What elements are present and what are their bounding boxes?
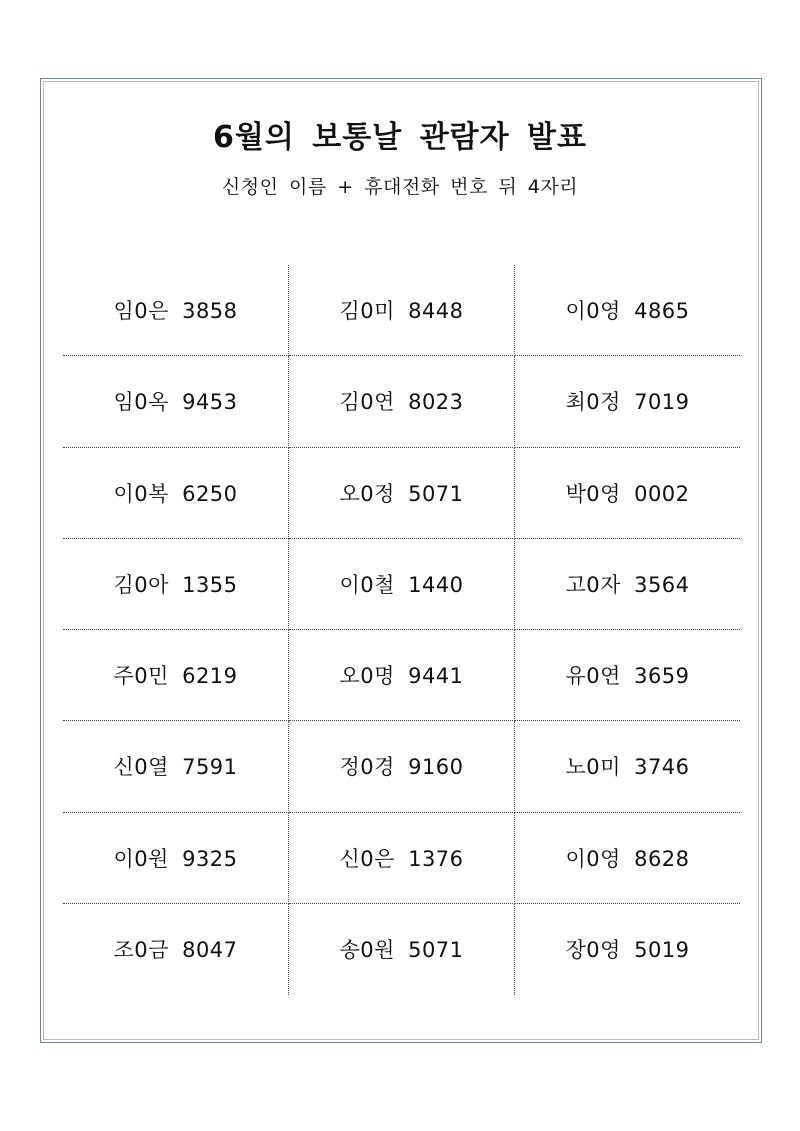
winner-entry: 임0옥 9453: [63, 356, 289, 447]
winner-entry: 오0명 9441: [289, 630, 515, 721]
winner-entry: 장0영 5019: [565, 938, 690, 963]
winner-entry: 박0영 0002: [515, 448, 740, 539]
winner-entry: 정0경 9160: [289, 721, 515, 812]
winner-entry: 김0연 8023: [289, 356, 515, 447]
winner-entry: 오0정 5071: [289, 448, 515, 539]
winner-entry: 고0자 3564: [515, 539, 740, 630]
winner-entry: 임0은 3858: [63, 265, 289, 356]
winner-entry: 이0복 6250: [63, 448, 289, 539]
winner-entry: 이0철 1440: [289, 539, 515, 630]
winner-entry: 신0은 1376: [289, 813, 515, 904]
page-subtitle: 신청인 이름 + 휴대전화 번호 뒤 4자리: [221, 176, 579, 198]
winner-entry: 이0원 9325: [63, 813, 289, 904]
winner-table: [63, 265, 740, 995]
winner-entry: 이0영 8628: [515, 813, 740, 904]
winner-entry: 신0열 7591: [63, 721, 289, 812]
winner-entry: 유0연 3659: [515, 630, 740, 721]
winner-entry: 송0원 5071: [289, 904, 515, 995]
winner-entry: 최0정 7019: [515, 356, 740, 447]
winner-entry: 조0금 8047: [63, 904, 289, 995]
winner-entry: 김0아 1355: [63, 539, 289, 630]
winner-entry: 김0미 8448: [289, 265, 515, 356]
winner-entry: 이0영 4865: [515, 265, 740, 356]
winner-entry: 주0민 6219: [63, 630, 289, 721]
page-title: 6월의 보통날 관람자 발표: [212, 120, 587, 155]
winner-entry: 노0미 3746: [515, 721, 740, 812]
